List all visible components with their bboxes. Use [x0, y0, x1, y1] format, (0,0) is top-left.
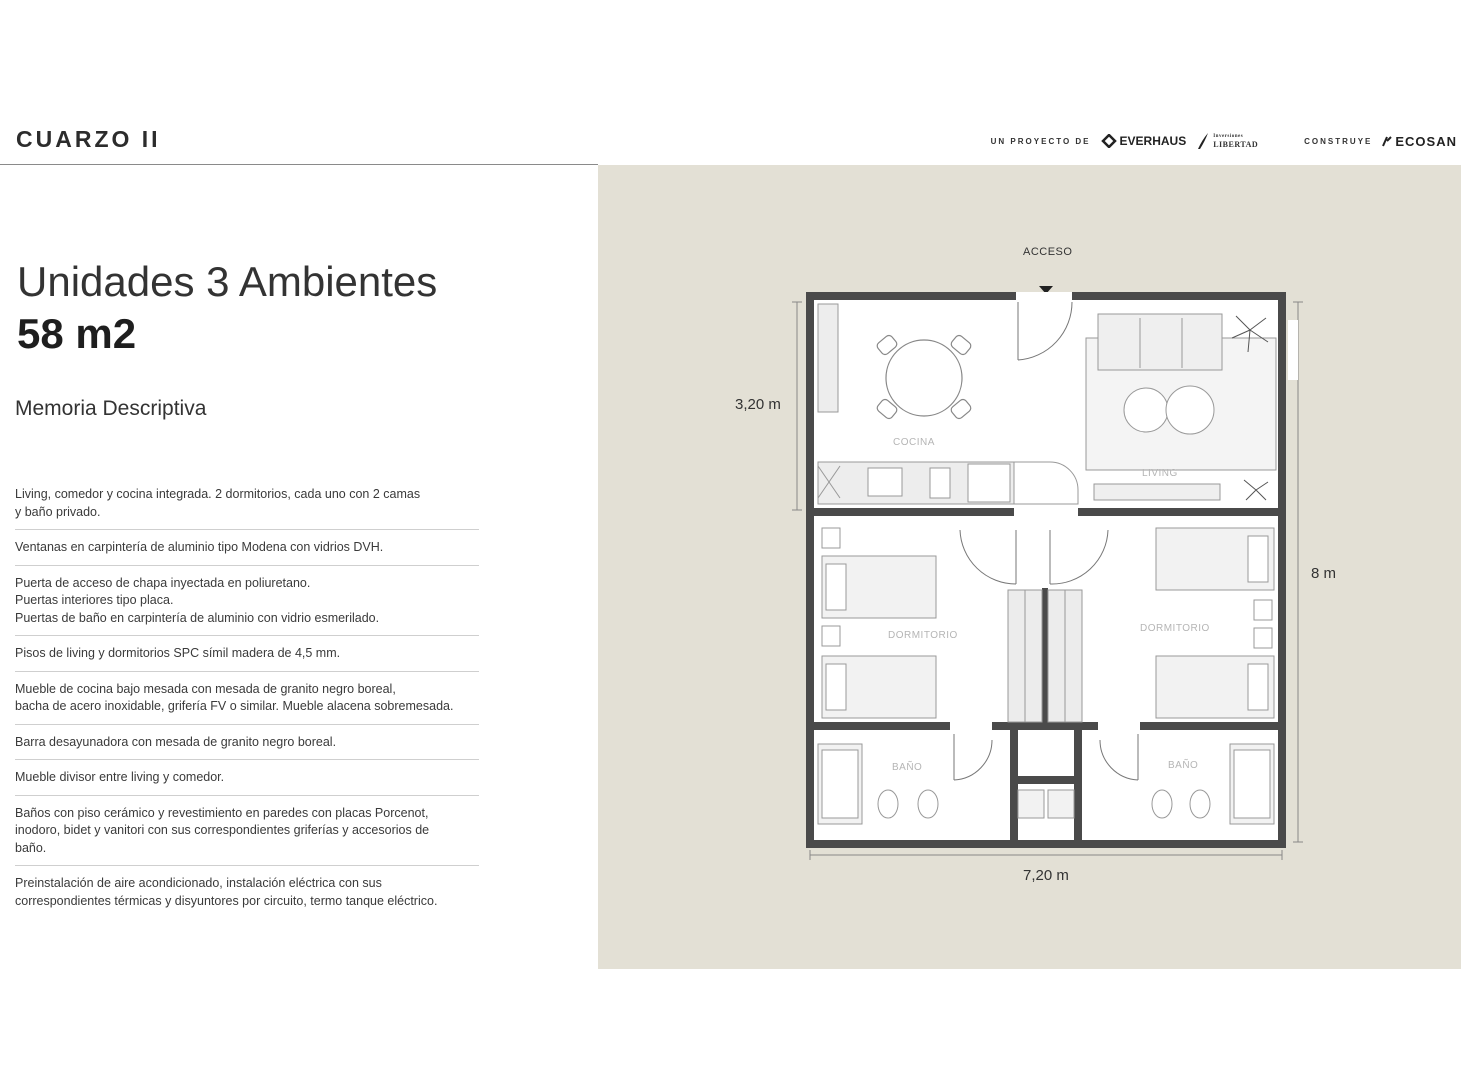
libertad-wordmark: LIBERTAD — [1213, 140, 1259, 149]
room-label-dormitorio-left: DORMITORIO — [888, 630, 958, 641]
dimension-right: 8 m — [1311, 565, 1337, 582]
page-title: Unidades 3 Ambientes — [17, 258, 438, 305]
room-label-living: LIVING — [1142, 468, 1178, 479]
dimension-bottom: 7,20 m — [1023, 867, 1069, 884]
ecosan-wordmark: ECOSAN — [1395, 133, 1457, 149]
room-label-dormitorio-right: DORMITORIO — [1140, 623, 1210, 634]
room-label-bano-left: BAÑO — [892, 762, 923, 773]
project-prefix: UN PROYECTO DE — [990, 136, 1091, 146]
everhaus-wordmark: EVERHAUS — [1119, 134, 1187, 148]
libertad-small: Inversiones — [1213, 134, 1244, 139]
feature-item: Puerta de acceso de chapa inyectada en poliuretano. Puertas interiores tipo placa. Puertas de baño en carpintería de aluminio con vidrio esmerilado. — [15, 575, 479, 637]
wall-bath-right — [1074, 730, 1082, 844]
feature-item: Pisos de living y dormitorios SPC símil madera de 4,5 mm. — [15, 645, 479, 672]
feature-item: Barra desayunadora con mesada de granito negro boreal. — [15, 734, 479, 761]
feature-item: Baños con piso cerámico y revestimiento en paredes con placas Porcenot, inodoro, bidet y vanitori con sus correspondientes griferías y accesorios de baño. — [15, 805, 479, 867]
feature-item: Preinstalación de aire acondicionado, instalación eléctrica con sus correspondientes térmicas y disyuntores por circuito, termo tanque eléctrico. — [15, 876, 438, 908]
dining-table — [876, 334, 973, 420]
room-label-bano-right: BAÑO — [1168, 760, 1199, 771]
brand-title: CUARZO II — [16, 126, 161, 152]
feature-item: Mueble de cocina bajo mesada con mesada de granito negro boreal, bacha de acero inoxidable, grifería FV o similar. Mueble alacena sobremesada. — [15, 681, 479, 725]
builder-prefix: CONSTRUYE — [1304, 136, 1373, 146]
unit-area: 58 m2 — [17, 310, 137, 357]
feature-item: Living, comedor y cocina integrada. 2 dormitorios, cada uno con 2 camas y baño privado. — [15, 486, 479, 530]
shaft — [1018, 776, 1074, 784]
wall-bath-left — [1010, 730, 1018, 844]
acceso-label: ACCESO — [1023, 246, 1073, 258]
section-title: Memoria Descriptiva — [15, 397, 207, 420]
room-label-cocina: COCINA — [893, 437, 935, 448]
breakfast-bar — [1014, 462, 1078, 504]
feature-item: Mueble divisor entre living y comedor. — [15, 769, 479, 796]
feature-item: Ventanas en carpintería de aluminio tipo Modena con vidrios DVH. — [15, 539, 479, 566]
dimension-left: 3,20 m — [735, 396, 781, 413]
wall-bedroom-divider — [1042, 588, 1048, 726]
